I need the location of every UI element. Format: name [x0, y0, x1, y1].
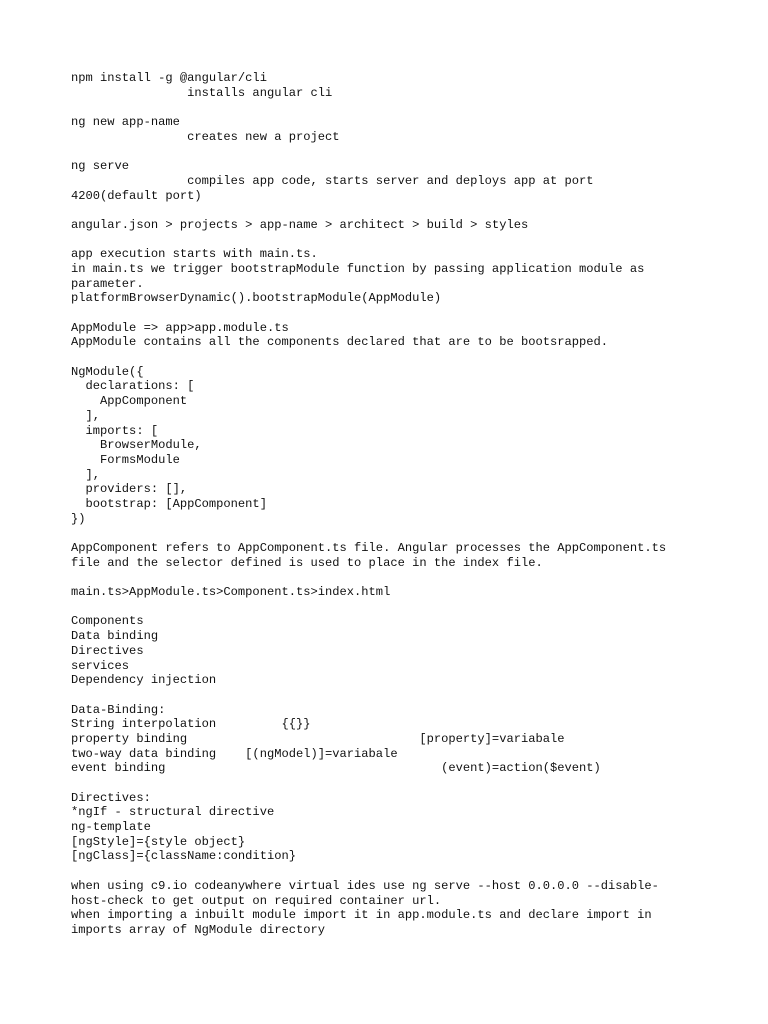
- text-line: parameter.: [71, 276, 144, 291]
- text-line: }): [71, 511, 86, 526]
- text-line: ng serve: [71, 159, 130, 174]
- text-line: [71, 570, 761, 585]
- text-line: *ngIf - structural directive: [71, 805, 275, 820]
- text-line: [71, 600, 761, 615]
- text-line: [71, 864, 761, 879]
- text-line: event binding (event)=action($event): [71, 761, 601, 776]
- text-line: [71, 203, 761, 218]
- text-line: installs angular cli: [71, 85, 333, 100]
- text-line: ng new app-name: [71, 115, 180, 130]
- text-line: AppComponent: [71, 394, 188, 409]
- text-line: compiles app code, starts server and deploys app at port: [71, 173, 594, 188]
- text-line: AppModule contains all the components declared that are to be bootsrapped.: [71, 335, 609, 350]
- text-line: in main.ts we trigger bootstrapModule function by passing application module as: [71, 261, 645, 276]
- text-line: [ngClass]={className:condition}: [71, 849, 296, 864]
- text-line: Data binding: [71, 629, 159, 644]
- text-line: declarations: [: [71, 379, 195, 394]
- text-line: ng-template: [71, 820, 151, 835]
- text-line: Components: [71, 614, 144, 629]
- text-line: angular.json > projects > app-name > architect > build > styles: [71, 217, 529, 232]
- document-text: [71, 71, 761, 938]
- text-line: ],: [71, 408, 101, 423]
- text-line: platformBrowserDynamic().bootstrapModule(AppModule): [71, 291, 442, 306]
- text-line: app execution starts with main.ts.: [71, 247, 318, 262]
- text-line: when using c9.io codeanywhere virtual ides use ng serve --host 0.0.0.0 --disable-: [71, 878, 659, 893]
- text-line: NgModule({: [71, 364, 144, 379]
- text-line: [71, 776, 761, 791]
- text-line: two-way data binding [(ngModel)]=variabale: [71, 746, 398, 761]
- text-line: [71, 688, 761, 703]
- text-line: Dependency injection: [71, 673, 217, 688]
- text-line: [71, 233, 761, 248]
- text-line: FormsModule: [71, 452, 180, 467]
- text-line: file and the selector defined is used to place in the index file.: [71, 555, 543, 570]
- text-line: imports: [: [71, 423, 159, 438]
- text-line: providers: [],: [71, 482, 188, 497]
- text-line: services: [71, 658, 130, 673]
- text-line: BrowserModule,: [71, 438, 202, 453]
- text-line: Directives: [71, 643, 144, 658]
- text-line: imports array of NgModule directory: [71, 922, 326, 937]
- text-line: Data-Binding:: [71, 702, 166, 717]
- text-line: when importing a inbuilt module import it in app.module.ts and declare import in: [71, 908, 652, 923]
- text-line: property binding [property]=variabale: [71, 731, 565, 746]
- text-line: [71, 526, 761, 541]
- text-line: String interpolation {{}}: [71, 717, 311, 732]
- text-line: AppComponent refers to AppComponent.ts file. Angular processes the AppComponent.ts: [71, 541, 667, 555]
- text-line: [71, 144, 761, 159]
- text-line: [71, 100, 761, 115]
- text-line: [71, 350, 761, 365]
- text-line: npm install -g @angular/cli: [71, 71, 267, 85]
- text-line: Directives:: [71, 790, 151, 805]
- text-line: 4200(default port): [71, 188, 202, 203]
- text-line: ],: [71, 467, 101, 482]
- text-line: [71, 306, 761, 321]
- text-line: creates new a project: [71, 129, 340, 144]
- text-line: AppModule => app>app.module.ts: [71, 320, 289, 335]
- text-line: host-check to get output on required container url.: [71, 893, 442, 908]
- text-line: bootstrap: [AppComponent]: [71, 496, 267, 511]
- text-line: main.ts>AppModule.ts>Component.ts>index.html: [71, 585, 391, 600]
- text-line: [ngStyle]={style object}: [71, 834, 246, 849]
